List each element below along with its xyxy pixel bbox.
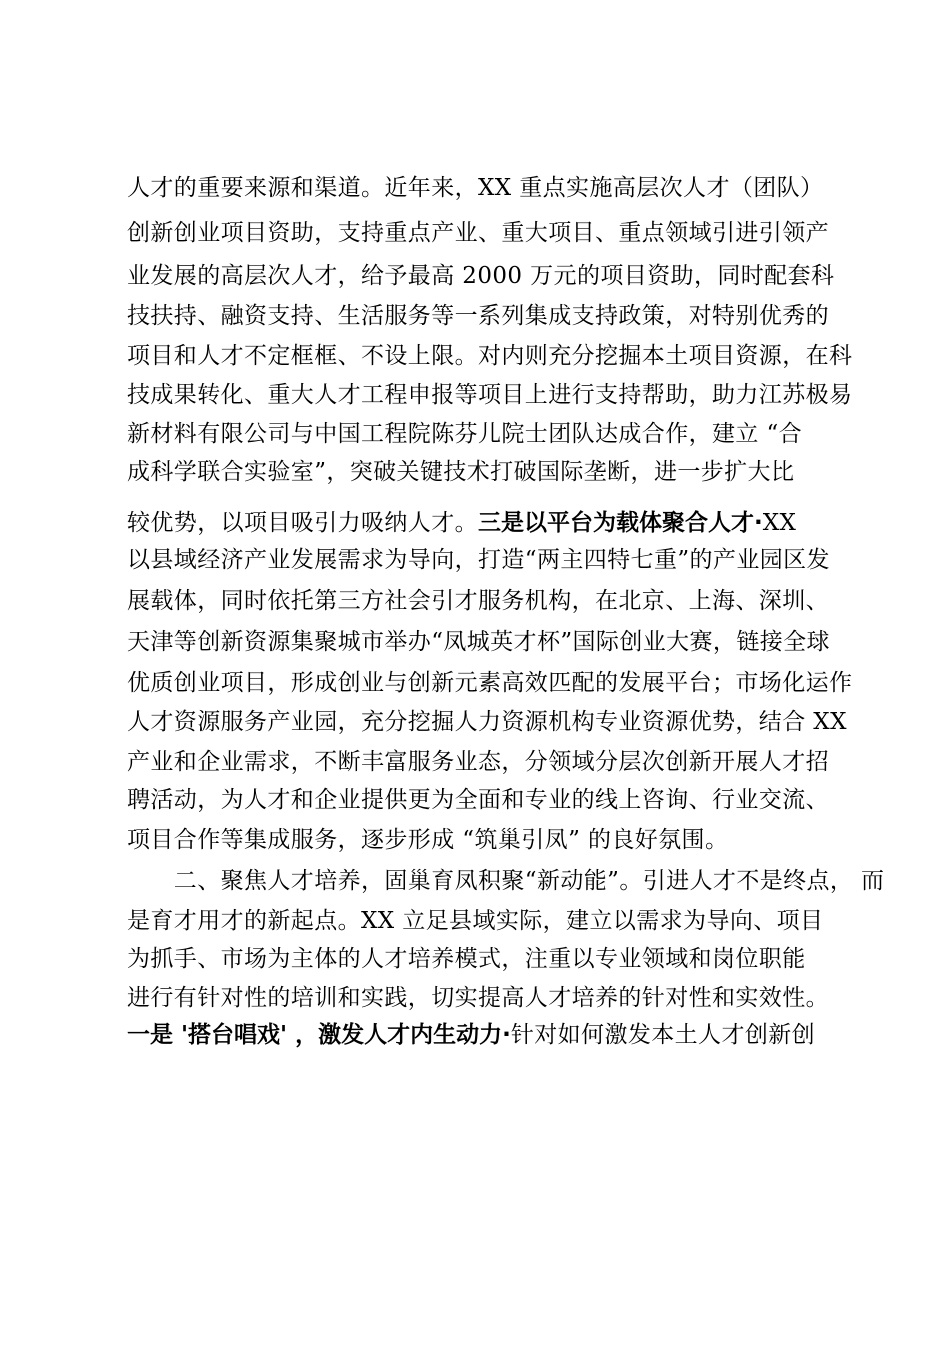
paragraph-line: 创新创业项目资助，支持重点产业、重大项目、重点领域引进引领产 [127,220,829,246]
paragraph-line: 人才的重要来源和渠道。近年来，XX 重点实施高层次人才（团队） [127,175,824,201]
paragraph-line: 成科学联合实验室”，突破关键技术打破国际垄断，进一步扩大比 [127,459,795,485]
paragraph-line: 展载体，同时依托第三方社会引才服务机构，在北京、上海、深圳、 [127,588,829,614]
paragraph-line: 以县域经济产业发展需求为导向，打造“两主四特七重”的产业园区发 [127,547,830,573]
paragraph-line: 技成果转化、重大人才工程申报等项目上进行支持帮助，助力江苏极易 [127,382,853,408]
bold-heading-platform: 三是以平台为载体聚合人才· [478,510,763,536]
paragraph-line: 人才资源服务产业园，充分挖掘人力资源机构专业资源优势，结合 XX [127,709,847,735]
bold-heading-stage: 一是 '搭台唱戏' ，激发人才内生动力· [127,1022,511,1048]
paragraph-line-mixed [127,1020,815,1050]
line-text: 较优势，以项目吸引力吸纳人才。 [127,510,478,536]
paragraph-line: 为抓手、市场为主体的人才培养模式，注重以专业领域和岗位职能 [127,946,806,972]
paragraph-line: 项目和人才不定框框、不设上限。对内则充分挖掘本土项目资源，在科 [127,343,853,369]
paragraph-line: 项目合作等集成服务，逐步形成 “筑巢引凤” 的良好氛围。 [127,827,729,853]
paragraph-line: 产业和企业需求，不断丰富服务业态，分领域分层次创新开展人才招 [127,749,829,775]
line-text: 针对如何激发本土人才创新创 [510,1022,816,1048]
paragraph-line: 优质创业项目，形成创业与创新元素高效匹配的发展平台；市场化运作 [127,670,853,696]
paragraph-line: 二、聚焦人才培养，固巢育凤积聚“新动能”。引进人才不是终点， 而 [127,868,885,894]
paragraph-line-mixed [127,508,796,538]
paragraph-line: 聘活动，为人才和企业提供更为全面和专业的线上咨询、行业交流、 [127,787,829,813]
paragraph-line: 新材料有限公司与中国工程院陈芬儿院士团队达成合作，建立 “合 [127,421,803,447]
paragraph-line: 是育才用才的新起点。XX 立足县域实际，建立以需求为导向、项目 [127,908,824,934]
line-text: XX [762,510,797,536]
paragraph-line: 天津等创新资源集聚城市举办“凤城英才杯”国际创业大赛，链接全球 [127,629,830,655]
paragraph-line: 业发展的高层次人才，给予最高 2000 万元的项目资助，同时配套科 [127,263,835,289]
paragraph-line: 进行有针对性的培训和实践，切实提高人才培养的针对性和实效性。 [127,985,829,1011]
paragraph-line: 技扶持、融资支持、生活服务等一系列集成支持政策，对特别优秀的 [127,303,829,329]
